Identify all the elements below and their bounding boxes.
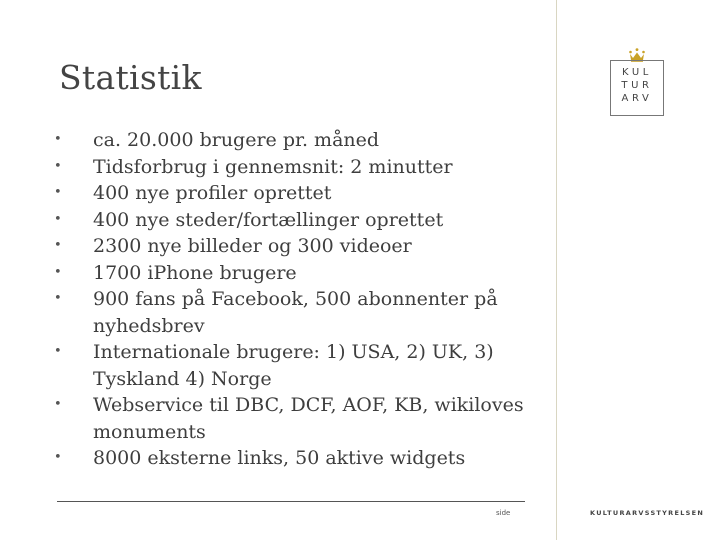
bullet: •	[54, 397, 62, 412]
list-item: • 2300 nye billeder og 300 videoer	[52, 233, 542, 260]
bullet: •	[54, 158, 62, 174]
bullet: •	[54, 211, 62, 227]
bullet: •	[54, 185, 62, 200]
list-item: • 8000 eksterne links, 50 aktive widgets	[52, 445, 542, 472]
statistics-list	[52, 127, 542, 472]
list-item: • Internationale brugere: 1) USA, 2) UK, 3) Tyskland 4) Norge	[54, 341, 494, 390]
bullet: •	[54, 238, 62, 253]
bullet: •	[54, 450, 62, 465]
logo-text: KUL TUR ARV	[621, 67, 653, 104]
list-item: • Tidsforbrug i gennemsnit: 2 minutter	[52, 154, 542, 181]
list-item: • ca. 20.000 brugere pr. måned	[52, 127, 542, 154]
bullet: •	[54, 264, 62, 280]
footer-divider	[57, 501, 525, 502]
slide-title: Statistik	[59, 58, 202, 97]
list-item: • 1700 iPhone brugere	[52, 260, 542, 287]
bullet: •	[54, 291, 62, 306]
page-label: side	[496, 509, 511, 517]
kulturarv-logo	[610, 48, 664, 118]
bullet: •	[54, 132, 62, 147]
list-item: • Webservice til DBC, DCF, AOF, KB, wikiloves monuments	[54, 394, 524, 443]
list-item: • 900 fans på Facebook, 500 abonnenter på nyhedsbrev	[54, 288, 498, 337]
list-item: • 400 nye steder/fortællinger oprettet	[52, 207, 542, 234]
vertical-divider	[556, 0, 557, 540]
footer-brand: KULTURARVSSTYRELSEN	[590, 509, 705, 517]
bullet: •	[54, 344, 62, 359]
list-item: • 400 nye profiler oprettet	[52, 180, 542, 207]
